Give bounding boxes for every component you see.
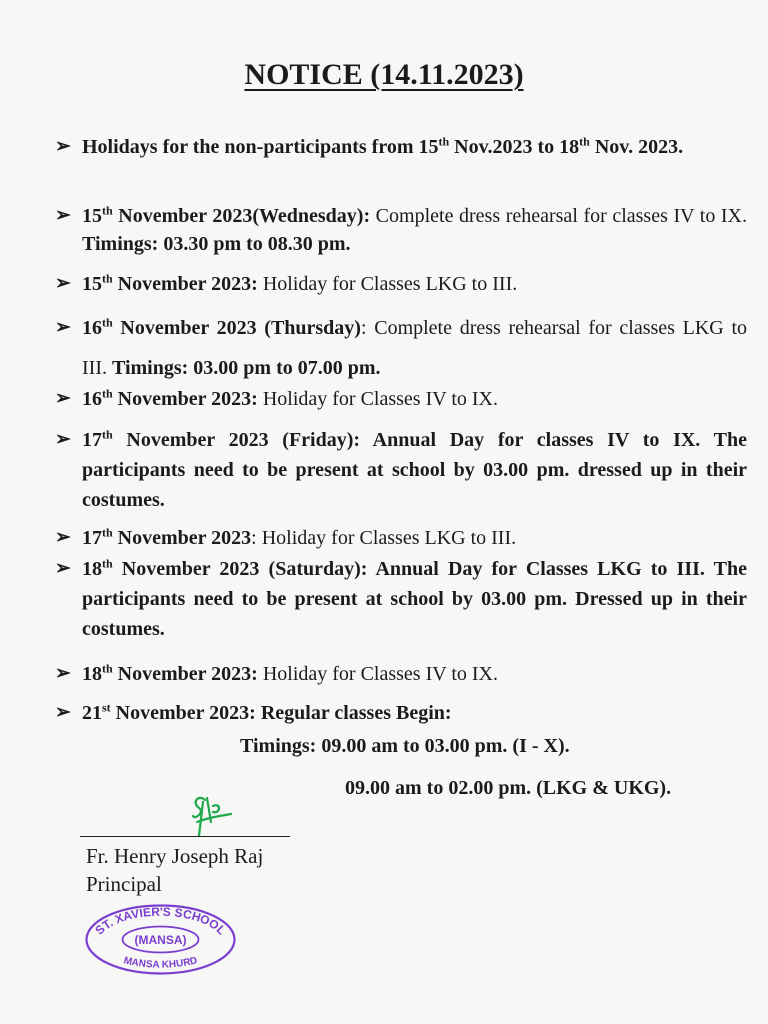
text-run: November 2023: Regular classes Begin: bbox=[110, 702, 452, 724]
notice-item bbox=[55, 699, 747, 727]
notice-item-text bbox=[82, 133, 747, 161]
text-run: November 2023 (Friday): Annual Day for classes IV to IX. The participants need to be present at school by 03.00 pm. dressed up in their costumes. bbox=[82, 429, 747, 511]
notice-item bbox=[55, 524, 747, 552]
ordinal-suffix: th bbox=[102, 427, 113, 442]
ordinal-suffix: th bbox=[102, 525, 113, 540]
signatory-designation: Principal bbox=[86, 872, 162, 896]
text-run: Holiday for Classes IV to IX. bbox=[257, 388, 498, 410]
notice-item bbox=[55, 554, 747, 644]
text-run: November 2023: bbox=[112, 388, 258, 410]
notice-item bbox=[55, 425, 747, 515]
notice-item bbox=[55, 385, 747, 413]
text-run: : Holiday for Classes LKG to III. bbox=[251, 527, 517, 549]
notice-item bbox=[55, 133, 747, 161]
notice-item-text bbox=[82, 202, 747, 258]
text-run: Nov. 2023. bbox=[589, 136, 684, 158]
text-run: 21 bbox=[82, 702, 102, 724]
notice-item-text bbox=[82, 699, 747, 727]
text-run: 16 bbox=[82, 317, 102, 339]
notice-item-text bbox=[82, 425, 747, 515]
notice-item bbox=[55, 202, 747, 258]
text-run: 18 bbox=[82, 663, 102, 685]
text-run: Holiday for Classes LKG to III. bbox=[257, 273, 518, 295]
text-run: 18 bbox=[82, 558, 102, 580]
text-run: 17 bbox=[82, 527, 102, 549]
arrow-bullet-icon: ➢ bbox=[55, 273, 71, 294]
arrow-bullet-icon: ➢ bbox=[55, 205, 71, 226]
arrow-bullet-icon: ➢ bbox=[55, 702, 71, 723]
ordinal-suffix: th bbox=[579, 134, 590, 149]
ordinal-suffix: th bbox=[102, 661, 113, 676]
ordinal-suffix: st bbox=[102, 700, 111, 715]
text-run: Holiday for Classes IV to IX. bbox=[257, 663, 498, 685]
school-stamp bbox=[83, 902, 238, 977]
arrow-bullet-icon: ➢ bbox=[55, 527, 71, 548]
notice-item-text bbox=[82, 270, 747, 298]
notice-item-text bbox=[82, 308, 747, 388]
svg-text:MANSA KHURD bbox=[123, 955, 199, 970]
text-run: November 2023(Wednesday): bbox=[112, 205, 371, 227]
text-run: November 2023 (Thursday) bbox=[112, 317, 361, 339]
stamp-bottom-text: MANSA KHURD bbox=[122, 955, 199, 971]
arrow-bullet-icon: ➢ bbox=[55, 663, 71, 684]
ordinal-suffix: th bbox=[102, 271, 113, 286]
text-run: November 2023 bbox=[112, 527, 252, 549]
ordinal-suffix: th bbox=[102, 315, 113, 330]
ordinal-suffix: th bbox=[102, 386, 113, 401]
text-run: Nov.2023 to 18 bbox=[449, 136, 580, 158]
text-run: November 2023 (Saturday): Annual Day for Classes LKG to III. The participants need to be present at school by 03.00 pm. Dressed up in their costumes. bbox=[82, 558, 747, 640]
text-run: 15 bbox=[82, 273, 102, 295]
text-run: Holidays for the non-participants from 15 bbox=[82, 136, 439, 158]
text-run: Timings: 03.30 pm to 08.30 pm. bbox=[82, 233, 351, 255]
ordinal-suffix: th bbox=[102, 556, 113, 571]
signatory-block bbox=[86, 842, 263, 898]
arrow-bullet-icon: ➢ bbox=[55, 136, 71, 157]
stamp-top-text: ST. XAVIER'S SCHOOL bbox=[92, 904, 229, 938]
text-run: November 2023: bbox=[112, 273, 258, 295]
text-run: November 2023: bbox=[112, 663, 258, 685]
ordinal-suffix: th bbox=[102, 203, 113, 218]
signature-mark bbox=[185, 792, 245, 842]
notice-item-text bbox=[82, 554, 747, 644]
signatory-name: Fr. Henry Joseph Raj bbox=[86, 844, 264, 868]
arrow-bullet-icon: ➢ bbox=[55, 388, 71, 409]
signature-line bbox=[80, 836, 290, 837]
notice-item bbox=[55, 660, 747, 688]
notice-item-text bbox=[82, 660, 747, 688]
text-run: 16 bbox=[82, 388, 102, 410]
text-run: 15 bbox=[82, 205, 102, 227]
arrow-bullet-icon: ➢ bbox=[55, 317, 71, 338]
notice-item-text bbox=[82, 524, 747, 552]
notice-item-text bbox=[82, 385, 747, 413]
ordinal-suffix: th bbox=[438, 134, 450, 149]
arrow-bullet-icon: ➢ bbox=[55, 429, 71, 450]
notice-item bbox=[55, 308, 747, 388]
text-run: Complete dress rehearsal for classes IV to IX. bbox=[370, 205, 748, 227]
text-run: : Complete dress rehearsal for classes LKG to III. bbox=[82, 317, 747, 379]
stamp-center-text: (MANSA) bbox=[134, 933, 187, 947]
text-run: Timings: 03.00 pm to 07.00 pm. bbox=[111, 357, 381, 379]
notice-item bbox=[55, 270, 747, 298]
notice-title: NOTICE (14.11.2023) bbox=[244, 58, 524, 91]
arrow-bullet-icon: ➢ bbox=[55, 558, 71, 579]
text-run: 17 bbox=[82, 429, 102, 451]
timings-line-2: 09.00 am to 02.00 pm. (LKG & UKG). bbox=[345, 777, 672, 799]
timings-line-1: Timings: 09.00 am to 03.00 pm. (I - X). bbox=[240, 735, 570, 757]
